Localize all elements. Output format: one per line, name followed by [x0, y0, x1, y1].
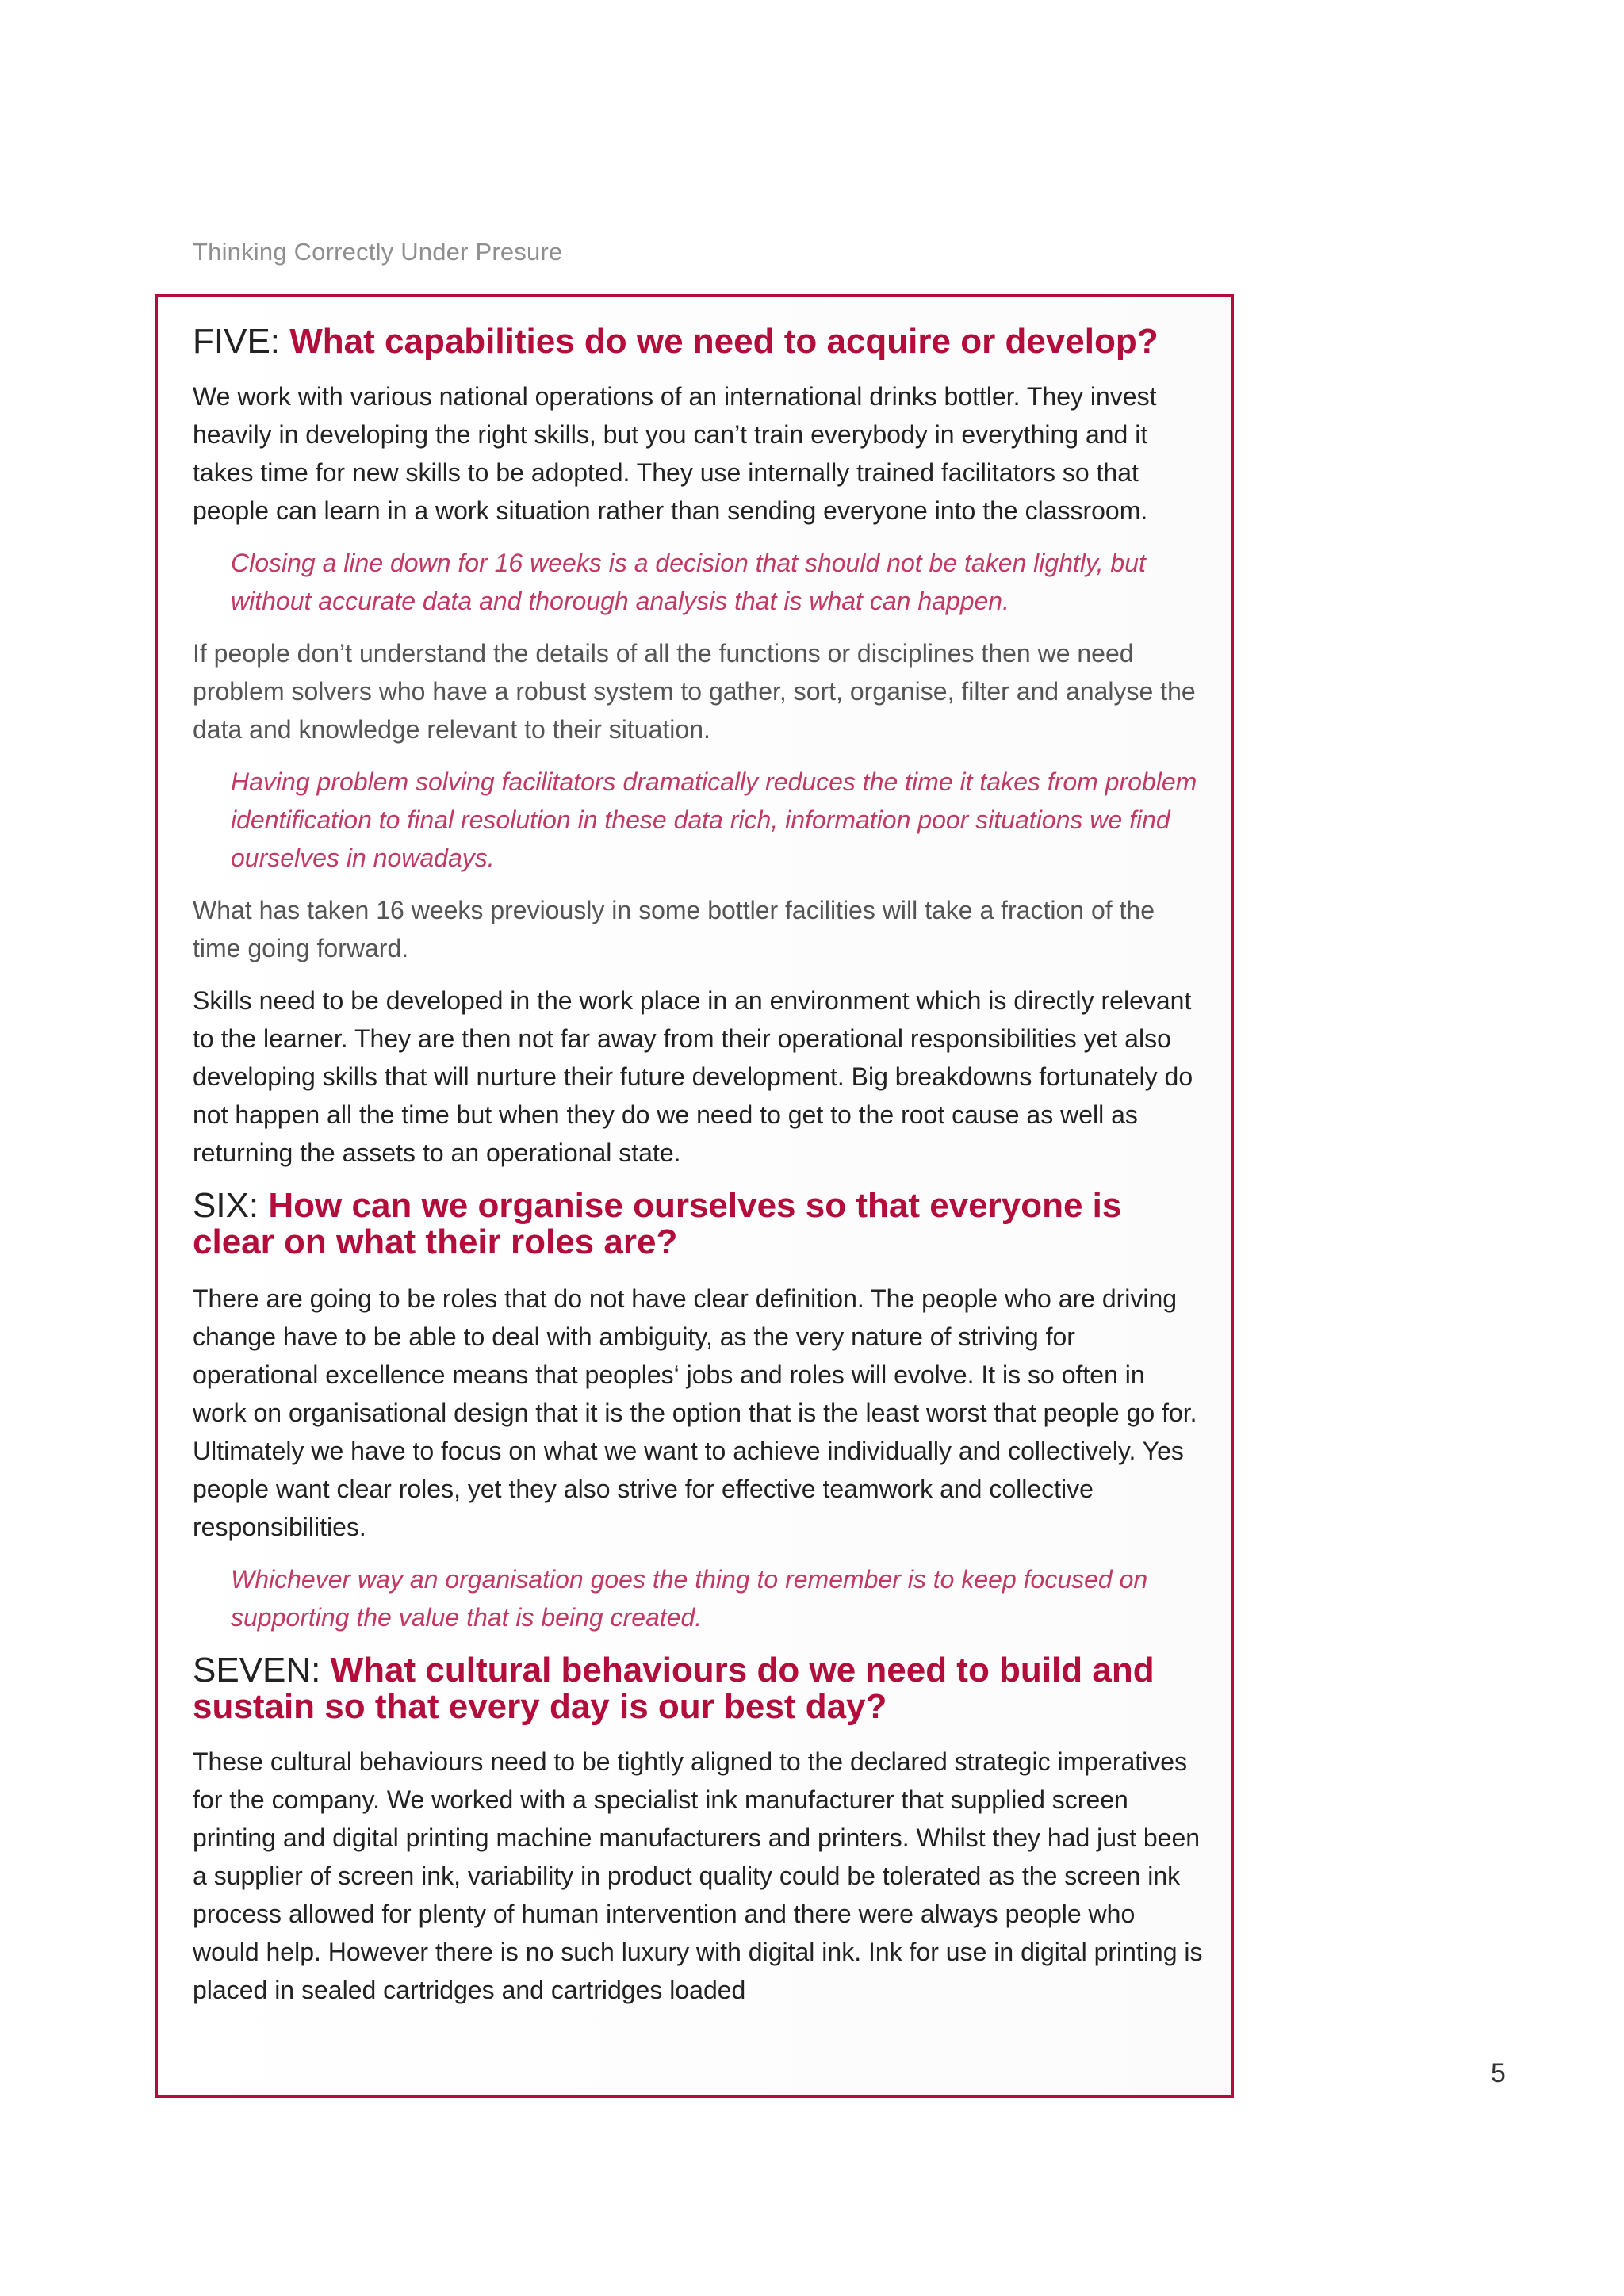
- page-number: 5: [1491, 2058, 1506, 2088]
- running-header: Thinking Correctly Under Presure: [193, 238, 563, 266]
- section-five-number: FIVE:: [193, 322, 281, 361]
- section-five-question: What capabilities do we need to acquire or develop?: [289, 322, 1159, 361]
- section-five-paragraph-3: What has taken 16 weeks previously in some bottler facilities will take a fraction of the time going forward.: [193, 896, 1155, 962]
- section-five-quote-2: Having problem solving facilitators dramatically reduces the time it takes from problem identification to final resolution in these data rich, information poor situations we find ourselves in nowadays.: [231, 767, 1197, 872]
- section-seven-number: SEVEN:: [193, 1651, 321, 1689]
- section-seven-question: What cultural behaviours do we need to build and sustain so that every day is our best day?: [193, 1651, 1155, 1726]
- main-content: [193, 323, 1204, 2009]
- section-six-heading: [193, 1188, 1204, 1261]
- section-six-number: SIX:: [193, 1186, 259, 1225]
- section-seven-paragraph-1: These cultural behaviours need to be tightly aligned to the declared strategic imperatives for the company. We worked with a specialist ink manufacturer that supplied screen printing and digital printing machine manufacturers and printers. Whilst they had just been a supplier of screen ink, variability in product quality could be tolerated as the screen ink process allowed for plenty of human intervention and there were always people who would help. However there is no such luxury with digital ink. Ink for use in digital printing is placed in sealed cartridges and cartridges loaded: [193, 1747, 1203, 2004]
- section-six-question: How can we organise ourselves so that everyone is clear on what their roles are?: [193, 1186, 1122, 1261]
- section-five-heading: [193, 323, 1204, 360]
- section-six-paragraph-1: There are going to be roles that do not have clear definition. The people who are driving change have to be able to deal with ambiguity, as the very nature of striving for operational excellence means that peoples‘ jobs and roles will evolve. It is so often in work on organisational design that it is the option that is the least worst that people go for. Ultimately we have to focus on what we want to achieve individually and collectively. Yes people want clear roles, yet they also strive for effective teamwork and collective responsibilities.: [193, 1284, 1197, 1541]
- section-five-quote-1: Closing a line down for 16 weeks is a decision that should not be taken lightly, but without accurate data and thorough analysis that is what can happen.: [231, 549, 1146, 615]
- section-seven-heading: [193, 1652, 1204, 1725]
- section-five-paragraph-4: Skills need to be developed in the work place in an environment which is directly relevant to the learner. They are then not far away from their operational responsibilities yet also developing skills that will nurture their future development. Big breakdowns fortunately do not happen all the time but when they do we need to get to the root cause as well as returning the assets to an operational state.: [193, 986, 1193, 1167]
- section-five-paragraph-1: We work with various national operations of an international drinks bottler. They invest heavily in developing the right skills, but you can’t train everybody in everything and it takes time for new skills to be adopted. They use internally trained facilitators so that people can learn in a work situation rather than sending everyone into the classroom.: [193, 382, 1157, 525]
- section-five-paragraph-2: If people don’t understand the details of all the functions or disciplines then we need problem solvers who have a robust system to gather, sort, organise, filter and analyse the data and knowledge relevant to their situation.: [193, 639, 1196, 744]
- section-six-quote-1: Whichever way an organisation goes the thing to remember is to keep focused on supporting the value that is being created.: [231, 1565, 1148, 1632]
